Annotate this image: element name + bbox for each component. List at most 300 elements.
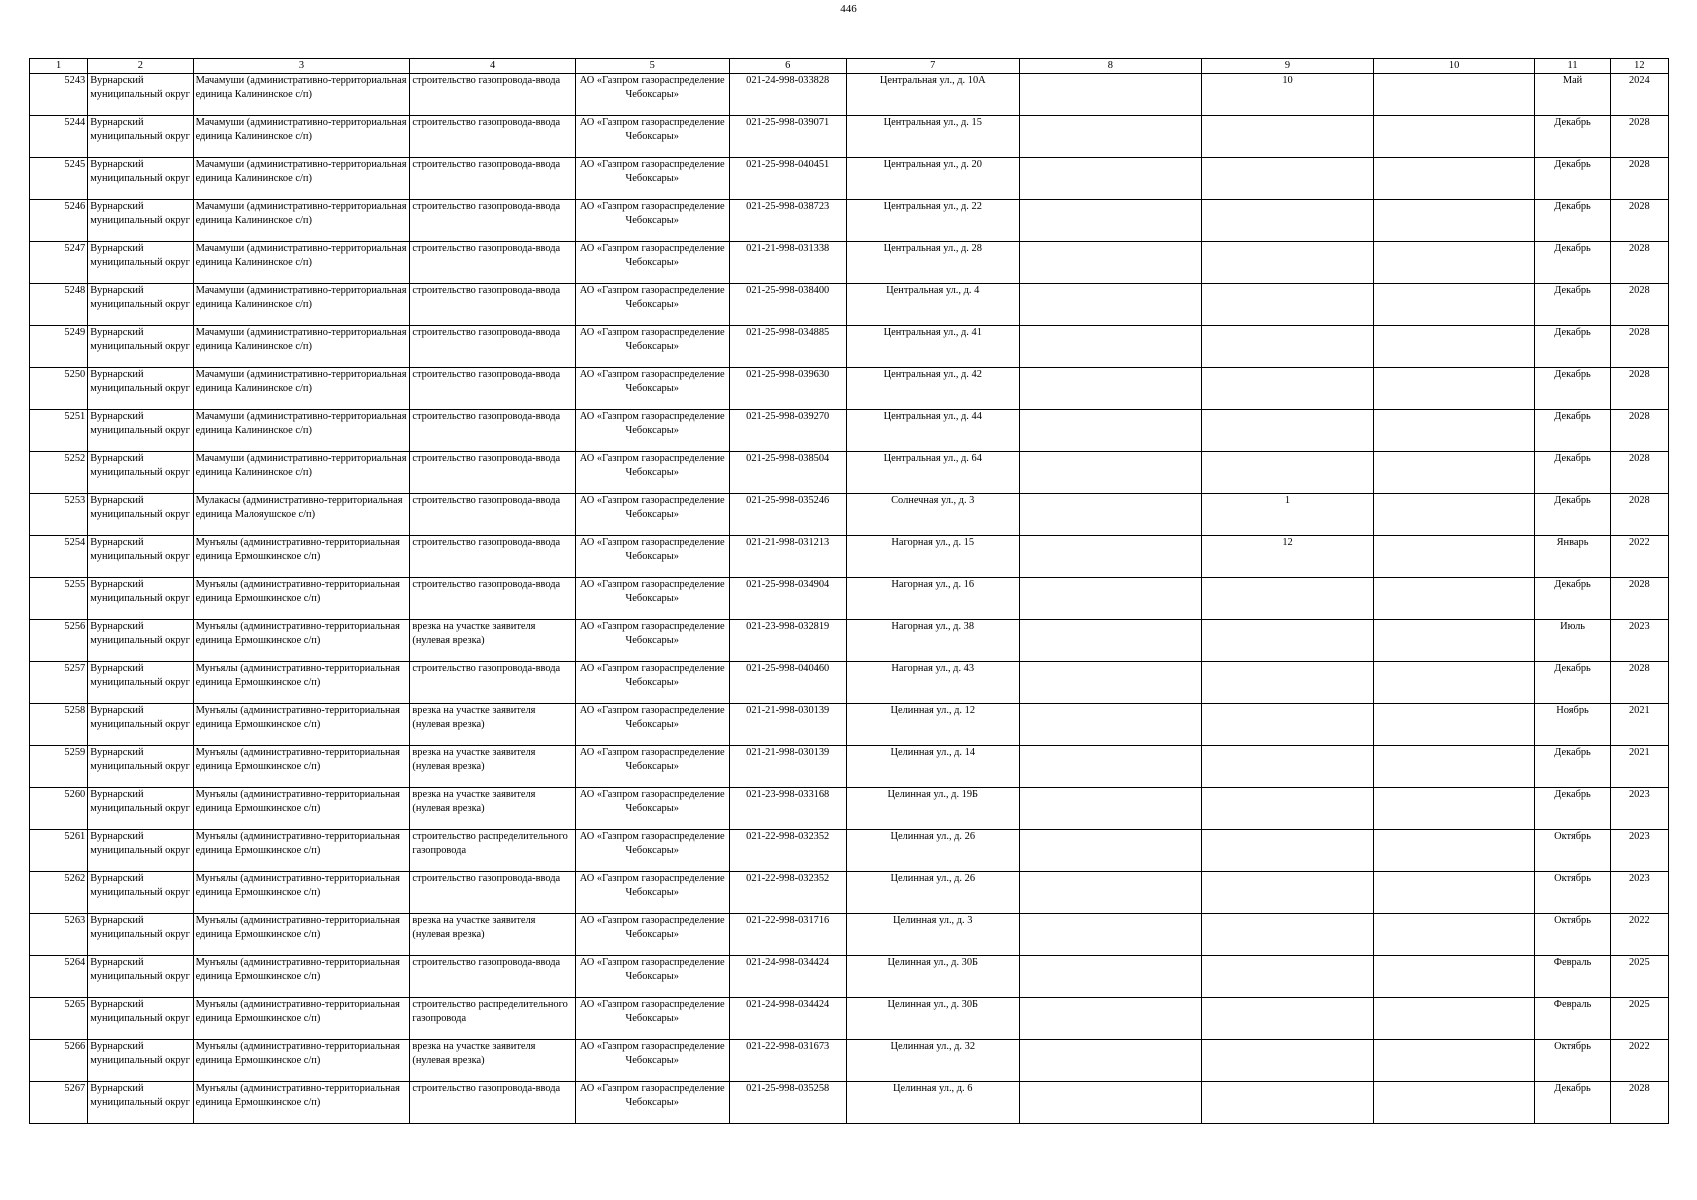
cell-organization	[575, 578, 729, 620]
cell-address	[846, 452, 1019, 494]
cell-col10-text	[1376, 620, 1533, 661]
cell-address-text: Целинная ул., д. 26	[890, 873, 976, 884]
table-row	[30, 326, 1669, 368]
cell-col9-text	[1204, 914, 1371, 955]
cell-contract-number-text: 021-21-998-031338	[746, 243, 830, 254]
cell-col10-text	[1376, 116, 1533, 157]
cell-settlement-text: Мачамуши (административно-территориальная единица Калининское с/п)	[195, 285, 407, 310]
cell-month-text: Октябрь	[1554, 915, 1591, 926]
cell-month	[1535, 788, 1610, 830]
cell-year	[1610, 1040, 1668, 1082]
cell-address	[846, 662, 1019, 704]
cell-col10	[1373, 662, 1535, 704]
cell-contract-number	[729, 452, 846, 494]
column-header: 11	[1535, 59, 1610, 74]
cell-address	[846, 494, 1019, 536]
cell-year-text: 2028	[1628, 453, 1650, 464]
cell-col8-text	[1022, 74, 1200, 115]
cell-col8-text	[1022, 158, 1200, 199]
cell-work-type	[410, 536, 576, 578]
cell-work-type	[410, 158, 576, 200]
cell-number-text: 5265	[64, 999, 86, 1010]
cell-work-type	[410, 1040, 576, 1082]
cell-col10	[1373, 914, 1535, 956]
cell-work-type-text: строительство газопровода-ввода	[412, 201, 561, 212]
cell-number	[30, 452, 88, 494]
column-header: 4	[410, 59, 576, 74]
table-row	[30, 536, 1669, 578]
cell-year-text: 2028	[1628, 369, 1650, 380]
column-header: 1	[30, 59, 88, 74]
cell-year-text: 2028	[1628, 201, 1650, 212]
data-table	[29, 58, 1669, 1124]
cell-year	[1610, 74, 1668, 116]
cell-address	[846, 284, 1019, 326]
cell-organization-text: АО «Газпром газораспределение Чебоксары»	[579, 201, 725, 226]
cell-district	[88, 998, 193, 1040]
cell-col10-text	[1376, 914, 1533, 955]
cell-col10-text	[1376, 746, 1533, 787]
cell-col8	[1019, 1040, 1202, 1082]
cell-contract-number-text: 021-22-998-031673	[746, 1041, 830, 1052]
cell-year	[1610, 746, 1668, 788]
cell-address-text: Центральная ул., д. 41	[883, 327, 982, 338]
cell-number-text: 5261	[64, 831, 86, 842]
column-header: 8	[1019, 59, 1202, 74]
cell-contract-number-text: 021-25-998-039270	[746, 411, 830, 422]
cell-settlement	[193, 956, 410, 998]
cell-col10-text	[1376, 158, 1533, 199]
cell-district	[88, 620, 193, 662]
cell-address	[846, 998, 1019, 1040]
cell-month-text: Декабрь	[1554, 747, 1591, 758]
cell-col10	[1373, 620, 1535, 662]
cell-organization	[575, 746, 729, 788]
cell-year-text: 2028	[1628, 327, 1650, 338]
cell-col9-text	[1204, 956, 1371, 997]
cell-settlement	[193, 284, 410, 326]
cell-year	[1610, 116, 1668, 158]
cell-col8	[1019, 410, 1202, 452]
cell-address-text: Центральная ул., д. 15	[883, 117, 982, 128]
cell-month	[1535, 704, 1610, 746]
cell-settlement-text: Мулакасы (административно-территориальная единица Малояушское с/п)	[195, 495, 403, 520]
cell-month-text: Декабрь	[1554, 201, 1591, 212]
cell-work-type	[410, 494, 576, 536]
cell-work-type-text: врезка на участке заявителя (нулевая врезка)	[412, 789, 536, 814]
cell-district	[88, 1082, 193, 1124]
cell-month	[1535, 746, 1610, 788]
cell-district-text: Вурнарский муниципальный округ	[90, 117, 190, 142]
cell-organization	[575, 1040, 729, 1082]
cell-organization	[575, 620, 729, 662]
cell-settlement-text: Мачамуши (административно-территориальная единица Калининское с/п)	[195, 117, 407, 142]
cell-col10-text	[1376, 662, 1533, 703]
cell-district-text: Вурнарский муниципальный округ	[90, 1041, 190, 1066]
cell-col8-text	[1022, 536, 1200, 577]
cell-organization-text: АО «Газпром газораспределение Чебоксары»	[579, 789, 725, 814]
cell-settlement	[193, 1040, 410, 1082]
cell-month	[1535, 536, 1610, 578]
cell-col8	[1019, 74, 1202, 116]
table-row	[30, 452, 1669, 494]
cell-address-text: Целинная ул., д. 3	[893, 915, 973, 926]
cell-col9-text: 1	[1284, 495, 1291, 506]
cell-year	[1610, 410, 1668, 452]
cell-col10	[1373, 536, 1535, 578]
cell-col10-text	[1376, 494, 1533, 535]
cell-col10-text	[1376, 1040, 1533, 1081]
cell-settlement-text: Мунъялы (административно-территориальная единица Ермошкинское с/п)	[195, 957, 400, 982]
cell-number-text: 5259	[64, 747, 86, 758]
cell-district	[88, 662, 193, 704]
cell-settlement	[193, 452, 410, 494]
cell-col8	[1019, 158, 1202, 200]
cell-organization-text: АО «Газпром газораспределение Чебоксары»	[579, 159, 725, 184]
cell-address-text: Центральная ул., д. 28	[883, 243, 982, 254]
cell-year-text: 2028	[1628, 579, 1650, 590]
cell-year	[1610, 620, 1668, 662]
cell-col10	[1373, 872, 1535, 914]
cell-contract-number	[729, 704, 846, 746]
cell-contract-number	[729, 788, 846, 830]
cell-number	[30, 1040, 88, 1082]
cell-col9-text	[1204, 284, 1371, 325]
cell-year-text: 2023	[1628, 873, 1650, 884]
cell-month-text: Июль	[1560, 621, 1585, 632]
cell-col9	[1202, 872, 1374, 914]
cell-col8-text	[1022, 620, 1200, 661]
cell-col8-text	[1022, 284, 1200, 325]
cell-settlement	[193, 116, 410, 158]
cell-settlement	[193, 620, 410, 662]
cell-contract-number	[729, 494, 846, 536]
cell-work-type-text: строительство газопровода-ввода	[412, 1083, 561, 1094]
cell-contract-number	[729, 662, 846, 704]
cell-col8	[1019, 956, 1202, 998]
cell-col9	[1202, 998, 1374, 1040]
cell-col9-text	[1204, 788, 1371, 829]
cell-number	[30, 620, 88, 662]
cell-col8-text	[1022, 704, 1200, 745]
cell-col9-text	[1204, 704, 1371, 745]
cell-col8-text	[1022, 956, 1200, 997]
cell-number	[30, 536, 88, 578]
cell-district-text: Вурнарский муниципальный округ	[90, 957, 190, 982]
cell-year	[1610, 200, 1668, 242]
header-row	[30, 59, 1669, 74]
cell-organization	[575, 1082, 729, 1124]
cell-organization	[575, 326, 729, 368]
cell-address	[846, 746, 1019, 788]
cell-organization-text: АО «Газпром газораспределение Чебоксары»	[579, 747, 725, 772]
cell-district	[88, 494, 193, 536]
cell-organization	[575, 158, 729, 200]
cell-year	[1610, 956, 1668, 998]
cell-col10	[1373, 284, 1535, 326]
cell-district-text: Вурнарский муниципальный округ	[90, 411, 190, 436]
cell-address	[846, 830, 1019, 872]
cell-contract-number-text: 021-23-998-032819	[746, 621, 830, 632]
column-header: 5	[575, 59, 729, 74]
cell-col8	[1019, 914, 1202, 956]
cell-number	[30, 704, 88, 746]
cell-month	[1535, 1040, 1610, 1082]
cell-year-text: 2023	[1628, 621, 1650, 632]
cell-work-type	[410, 872, 576, 914]
cell-year-text: 2023	[1628, 789, 1650, 800]
table-row	[30, 1082, 1669, 1124]
cell-contract-number-text: 021-25-998-038504	[746, 453, 830, 464]
cell-settlement	[193, 494, 410, 536]
cell-col8-text	[1022, 326, 1200, 367]
cell-settlement	[193, 326, 410, 368]
cell-number-text: 5243	[64, 75, 86, 86]
cell-settlement	[193, 368, 410, 410]
cell-work-type-text: строительство распределительного газопровода	[412, 999, 568, 1024]
cell-col8-text	[1022, 872, 1200, 913]
cell-settlement-text: Мачамуши (административно-территориальная единица Калининское с/п)	[195, 201, 407, 226]
cell-number-text: 5249	[64, 327, 86, 338]
cell-year-text: 2028	[1628, 411, 1650, 422]
cell-col10	[1373, 74, 1535, 116]
cell-col8-text	[1022, 494, 1200, 535]
cell-col8	[1019, 452, 1202, 494]
cell-contract-number	[729, 830, 846, 872]
table-row	[30, 788, 1669, 830]
cell-month-text: Декабрь	[1554, 579, 1591, 590]
cell-district-text: Вурнарский муниципальный округ	[90, 285, 190, 310]
table-row	[30, 830, 1669, 872]
cell-month	[1535, 578, 1610, 620]
cell-month-text: Декабрь	[1554, 243, 1591, 254]
cell-work-type	[410, 284, 576, 326]
cell-district-text: Вурнарский муниципальный округ	[90, 453, 190, 478]
cell-contract-number	[729, 620, 846, 662]
cell-organization-text: АО «Газпром газораспределение Чебоксары»	[579, 915, 725, 940]
cell-address	[846, 872, 1019, 914]
column-header: 9	[1202, 59, 1374, 74]
cell-col10-text	[1376, 956, 1533, 997]
cell-work-type	[410, 1082, 576, 1124]
cell-settlement-text: Мунъялы (административно-территориальная единица Ермошкинское с/п)	[195, 747, 400, 772]
cell-organization-text: АО «Газпром газораспределение Чебоксары»	[579, 957, 725, 982]
cell-address	[846, 578, 1019, 620]
cell-settlement-text: Мачамуши (административно-территориальная единица Калининское с/п)	[195, 411, 407, 436]
cell-col10	[1373, 242, 1535, 284]
cell-col8-text	[1022, 1082, 1200, 1123]
cell-year	[1610, 788, 1668, 830]
cell-year-text: 2022	[1628, 1041, 1650, 1052]
cell-col9	[1202, 74, 1374, 116]
cell-organization	[575, 242, 729, 284]
table-row	[30, 746, 1669, 788]
cell-address-text: Нагорная ул., д. 16	[891, 579, 975, 590]
cell-month-text: Октябрь	[1554, 1041, 1591, 1052]
cell-settlement	[193, 788, 410, 830]
cell-address-text: Целинная ул., д. 30Б	[887, 957, 978, 968]
cell-organization	[575, 830, 729, 872]
cell-month	[1535, 830, 1610, 872]
cell-contract-number-text: 021-25-998-040460	[746, 663, 830, 674]
cell-year	[1610, 872, 1668, 914]
cell-contract-number	[729, 578, 846, 620]
table-row	[30, 284, 1669, 326]
table-row	[30, 116, 1669, 158]
cell-district	[88, 74, 193, 116]
cell-col8	[1019, 578, 1202, 620]
cell-col10	[1373, 830, 1535, 872]
cell-work-type-text: строительство газопровода-ввода	[412, 495, 561, 506]
table-row	[30, 1040, 1669, 1082]
cell-col9	[1202, 662, 1374, 704]
cell-address-text: Центральная ул., д. 44	[883, 411, 982, 422]
cell-number-text: 5250	[64, 369, 86, 380]
cell-work-type	[410, 914, 576, 956]
cell-organization-text: АО «Газпром газораспределение Чебоксары»	[579, 663, 725, 688]
cell-col10	[1373, 1082, 1535, 1124]
cell-year-text: 2028	[1628, 159, 1650, 170]
cell-address	[846, 242, 1019, 284]
cell-contract-number-text: 021-22-998-031716	[746, 915, 830, 926]
cell-col9	[1202, 620, 1374, 662]
cell-work-type	[410, 410, 576, 452]
cell-year-text: 2025	[1628, 957, 1650, 968]
cell-address	[846, 1040, 1019, 1082]
cell-settlement-text: Мунъялы (административно-территориальная единица Ермошкинское с/п)	[195, 789, 400, 814]
cell-col8	[1019, 998, 1202, 1040]
cell-col9	[1202, 1082, 1374, 1124]
cell-organization	[575, 956, 729, 998]
cell-col9	[1202, 242, 1374, 284]
cell-col8-text	[1022, 788, 1200, 829]
cell-settlement	[193, 536, 410, 578]
cell-month-text: Декабрь	[1554, 453, 1591, 464]
cell-contract-number	[729, 998, 846, 1040]
cell-district-text: Вурнарский муниципальный округ	[90, 579, 190, 604]
cell-work-type	[410, 746, 576, 788]
cell-col10-text	[1376, 74, 1533, 115]
cell-col8	[1019, 242, 1202, 284]
cell-col9-text	[1204, 158, 1371, 199]
cell-year	[1610, 494, 1668, 536]
cell-col8-text	[1022, 242, 1200, 283]
table-row	[30, 158, 1669, 200]
cell-col9	[1202, 452, 1374, 494]
cell-contract-number	[729, 410, 846, 452]
cell-organization-text: АО «Газпром газораспределение Чебоксары»	[579, 999, 725, 1024]
cell-contract-number-text: 021-25-998-040451	[746, 159, 830, 170]
cell-number	[30, 746, 88, 788]
cell-year	[1610, 158, 1668, 200]
cell-col8	[1019, 326, 1202, 368]
cell-contract-number	[729, 284, 846, 326]
cell-col9	[1202, 1040, 1374, 1082]
table-row	[30, 620, 1669, 662]
cell-organization	[575, 788, 729, 830]
cell-month	[1535, 242, 1610, 284]
cell-work-type-text: строительство газопровода-ввода	[412, 957, 561, 968]
cell-settlement	[193, 998, 410, 1040]
cell-organization	[575, 200, 729, 242]
table-row	[30, 956, 1669, 998]
cell-col10-text	[1376, 452, 1533, 493]
cell-col10	[1373, 998, 1535, 1040]
table-row	[30, 998, 1669, 1040]
cell-col9-text	[1204, 200, 1371, 241]
cell-organization	[575, 494, 729, 536]
cell-col8-text	[1022, 1040, 1200, 1081]
cell-col10	[1373, 578, 1535, 620]
cell-organization-text: АО «Газпром газораспределение Чебоксары»	[579, 285, 725, 310]
cell-address	[846, 116, 1019, 158]
cell-contract-number	[729, 1082, 846, 1124]
cell-number	[30, 872, 88, 914]
cell-col8	[1019, 1082, 1202, 1124]
cell-col10	[1373, 410, 1535, 452]
cell-settlement-text: Мунъялы (административно-территориальная единица Ермошкинское с/п)	[195, 621, 400, 646]
cell-settlement-text: Мачамуши (административно-территориальная единица Калининское с/п)	[195, 243, 407, 268]
cell-district-text: Вурнарский муниципальный округ	[90, 831, 190, 856]
cell-address	[846, 326, 1019, 368]
cell-contract-number-text: 021-24-998-034424	[746, 999, 830, 1010]
cell-col9-text	[1204, 1040, 1371, 1081]
cell-district	[88, 158, 193, 200]
cell-address-text: Нагорная ул., д. 38	[891, 621, 975, 632]
cell-district-text: Вурнарский муниципальный округ	[90, 495, 190, 520]
cell-address	[846, 914, 1019, 956]
cell-col8-text	[1022, 410, 1200, 451]
cell-month-text: Декабрь	[1554, 159, 1591, 170]
cell-settlement-text: Мачамуши (административно-территориальная единица Калининское с/п)	[195, 159, 407, 184]
cell-col9-text	[1204, 1082, 1371, 1123]
cell-col9-text	[1204, 116, 1371, 157]
cell-col8-text	[1022, 116, 1200, 157]
cell-settlement	[193, 914, 410, 956]
cell-col9-text	[1204, 662, 1371, 703]
cell-col8-text	[1022, 200, 1200, 241]
cell-year-text: 2025	[1628, 999, 1650, 1010]
cell-work-type	[410, 620, 576, 662]
cell-work-type-text: строительство газопровода-ввода	[412, 75, 561, 86]
cell-work-type	[410, 326, 576, 368]
cell-year	[1610, 998, 1668, 1040]
cell-year-text: 2024	[1628, 75, 1650, 86]
cell-address	[846, 368, 1019, 410]
cell-number	[30, 1082, 88, 1124]
cell-number-text: 5267	[64, 1083, 86, 1094]
cell-col9-text: 12	[1282, 537, 1293, 548]
cell-month	[1535, 284, 1610, 326]
cell-col10	[1373, 956, 1535, 998]
cell-number-text: 5252	[64, 453, 86, 464]
cell-contract-number-text: 021-25-998-038400	[746, 285, 830, 296]
cell-district	[88, 536, 193, 578]
cell-month	[1535, 326, 1610, 368]
cell-work-type-text: строительство газопровода-ввода	[412, 873, 561, 884]
cell-work-type-text: строительство газопровода-ввода	[412, 537, 561, 548]
cell-col10-text	[1376, 242, 1533, 283]
cell-district	[88, 788, 193, 830]
cell-address-text: Центральная ул., д. 64	[883, 453, 982, 464]
cell-contract-number	[729, 536, 846, 578]
cell-contract-number	[729, 956, 846, 998]
cell-number	[30, 914, 88, 956]
cell-district-text: Вурнарский муниципальный округ	[90, 243, 190, 268]
cell-address-text: Целинная ул., д. 12	[890, 705, 976, 716]
cell-work-type-text: строительство газопровода-ввода	[412, 453, 561, 464]
cell-col8-text	[1022, 746, 1200, 787]
